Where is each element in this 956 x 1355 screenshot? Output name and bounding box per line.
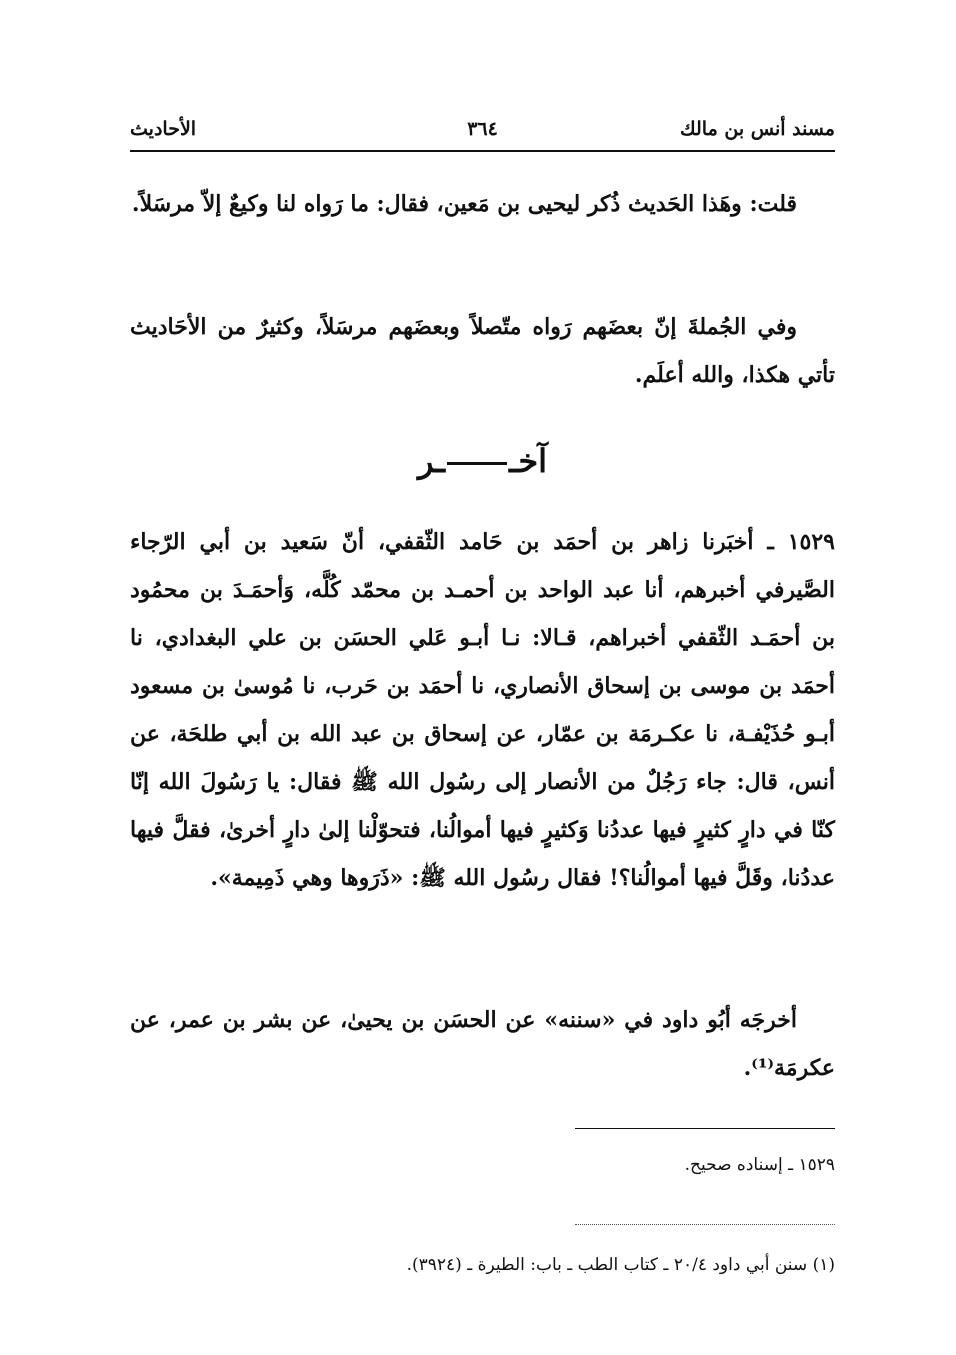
footnote-divider (575, 1128, 835, 1129)
footnote-grade: ١٥٢٩ ـ إسناده صحيح. (684, 1155, 835, 1175)
section-heading (130, 442, 835, 480)
section-heading-start: آخـ (508, 442, 548, 480)
header-section-title: الأحاديث (130, 118, 197, 140)
header-book-title: مسند أنس بن مالك (680, 118, 835, 140)
takhrij-text: أخرجَه أبُو داود في «سننه» عن الحسَن بن يحيىٰ، عن بشر بن عمر، عن عكرمَة⁽¹⁾. (130, 1007, 835, 1081)
section-heading-end: ـر (417, 442, 445, 480)
page-number: ٣٦٤ (467, 118, 498, 140)
footnote-divider-dotted (575, 1224, 835, 1225)
footnote-reference-1: (١) سنن أبي داود ٢٠/٤ ـ كتاب الطب ـ باب: الطيرة ـ (٣٩٢٤). (406, 1255, 835, 1275)
paragraph-commentary-1: قلت: وهَذا الحَديث ذُكر ليحيى بن مَعين، فقال: ما رَواه لنا وكيعٌ إلاّ مرسَلاً. (131, 191, 797, 217)
paragraph-commentary-2: وفي الجُملةَ إنّ بعضَهم رَواه متّصلاً وبعضَهم مرسَلاً، وكثيرٌ من الأحَاديث تأتي هكذا، والله أعلَم. (130, 314, 835, 388)
heading-kashida-line (447, 462, 507, 465)
running-header (130, 112, 835, 152)
hadith-text: ١٥٢٩ ـ أخبَرنا زاهر بن أحمَد بن حَامد الثّقفي، أنّ سَعيد بن أبي الرّجاء الصَّيرفي أخبرهم، أنا عبد الواحد بن أحمـد بن محمّد كُلَّه، وَأحمَـدَ بن محمُود بن أحمَـد الثّقفي أخبراهم، قـالا: نـا أبـو عَلي الحسَن بن علي البغدادي، نا أحمَد بن موسى بن إسحاق الأنصاري، نا أحمَد بن حَرب، نا مُوسىٰ بن مسعود أبـو حُذَيْفـة، نا عكـرمَة بن عمّار، عن إسحاق بن عبد الله بن أبي طلحَة، عن أنس، قال: جاء رَجُلٌ من الأنصار إلى رسُول الله ﷺ فقال: يا رَسُولَ الله إنّا كنّا في دارٍ كثيرٍ فيها عددُنا وَكثيرٍ فيها أموالُنا، فتحوّلْنا إلىٰ دارٍ أخرىٰ، فقلَّ فيها عددُنا، وقَلَّ فيها أموالُنا؟! فقال رسُول الله ﷺ: «ذَرَوها وهي ذَمِيمة». (130, 529, 835, 891)
